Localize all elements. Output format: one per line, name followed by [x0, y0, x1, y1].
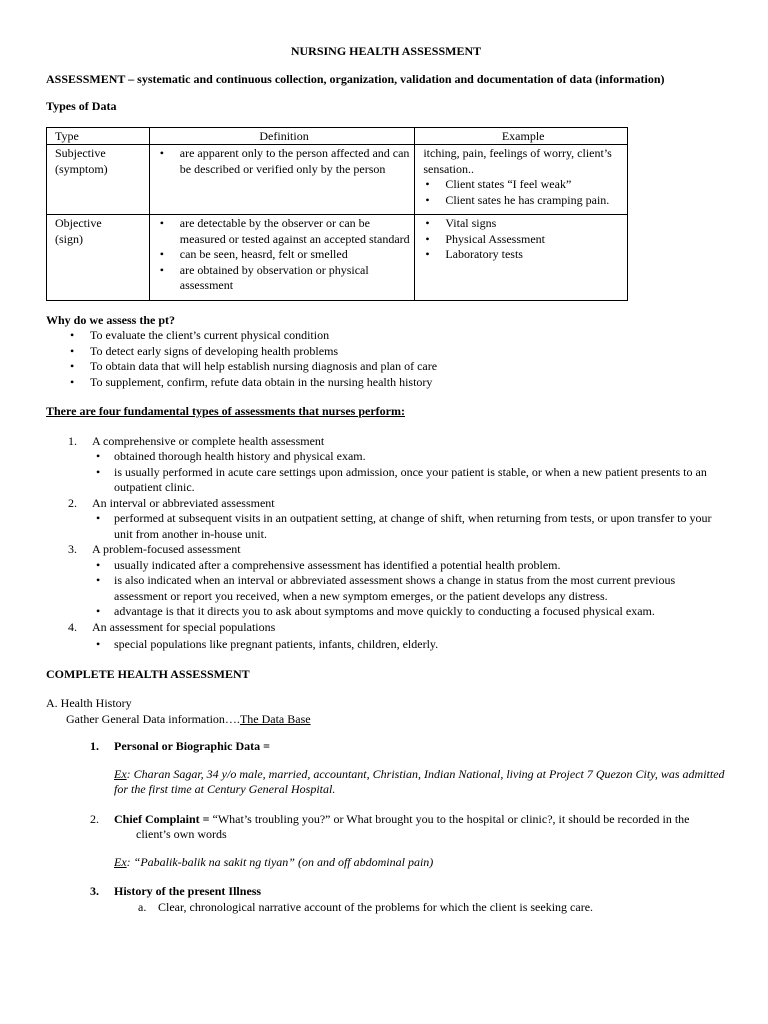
sub-item-a: [46, 900, 726, 916]
example-item: • Vital signs: [423, 216, 623, 232]
type-alias: (symptom): [55, 161, 108, 176]
types-of-data-heading: Types of Data: [46, 99, 117, 113]
why-item: • To supplement, confirm, refute data obtain in the nursing health history: [46, 375, 726, 391]
list-number: 1.: [68, 433, 77, 448]
example-item: • Client states “I feel weak”: [423, 177, 623, 193]
type-name: Objective: [55, 216, 102, 230]
list-bullet: • performed at subsequent visits in an outpatient setting, at change of shift, when returning from tests, or upon transfer to your unit from another in-house unit.: [92, 511, 726, 542]
definition-item: • are apparent only to the person affected and can be described or verified only by the person: [158, 146, 411, 177]
example-body: : Charan Sagar, 34 y/o male, married, accountant, Christian, Indian National, living at Project 7 Quezon City, was admitted for the first time at Century General Hospital.: [114, 766, 725, 796]
fundamental-types-list: [46, 434, 726, 653]
table-header-row: [47, 127, 628, 145]
list-item: [46, 542, 726, 620]
complete-assessment-heading: COMPLETE HEALTH ASSESSMENT: [46, 666, 250, 681]
definition-cell: [149, 215, 415, 301]
example-cell: [415, 145, 628, 215]
item-number: 1.: [90, 739, 99, 753]
table-header-type: Type: [47, 127, 150, 145]
fundamental-heading-wrap: [46, 404, 726, 420]
list-bullet: • obtained thorough health history and physical exam.: [92, 449, 726, 465]
item-number: 3.: [90, 884, 99, 898]
why-item: • To evaluate the client’s current physical condition: [46, 328, 726, 344]
table-row-subjective: [47, 145, 628, 215]
list-item: [46, 434, 726, 496]
example-item: • Physical Assessment: [423, 232, 623, 248]
definition-item: • are obtained by observation or physical assessment: [158, 263, 411, 294]
history-item-chief-complaint: [46, 812, 726, 843]
why-item: • To obtain data that will help establish nursing diagnosis and plan of care: [46, 359, 726, 375]
table-header-definition: Definition: [149, 127, 415, 145]
document-title: NURSING HEALTH ASSESSMENT: [290, 44, 482, 58]
history-item-personal: [46, 739, 726, 755]
definition-item: • are detectable by the observer or can be measured or tested against an accepted standard: [158, 216, 411, 247]
item-number: 2.: [90, 811, 99, 826]
example-label: Ex: [114, 766, 127, 781]
list-item-label: An assessment for special populations: [92, 619, 276, 634]
list-item: [46, 620, 726, 653]
why-item: • To detect early signs of developing health problems: [46, 344, 726, 360]
item-label: Personal or Biographic Data =: [114, 739, 270, 753]
example-body: : “Pabalik-balik na sakit ng tiyan” (on and off abdominal pain): [126, 854, 434, 869]
assessment-term: ASSESSMENT: [46, 71, 126, 86]
example-item: • Laboratory tests: [423, 247, 623, 263]
example-text: itching, pain, feelings of worry, client’s sensation..: [423, 146, 612, 176]
gather-line: [46, 712, 726, 728]
fundamental-heading: There are four fundamental types of assessments that nurses perform:: [46, 404, 405, 418]
item-label: History of the present Illness: [114, 884, 262, 898]
sub-item-letter: a.: [138, 899, 147, 914]
type-name: Subjective: [55, 146, 106, 160]
list-item-label: A problem-focused assessment: [92, 542, 241, 556]
list-number: 3.: [68, 542, 77, 556]
list-item-label: A comprehensive or complete health assessment: [92, 433, 325, 448]
list-item: [46, 496, 726, 543]
example-chief-complaint: [46, 855, 726, 871]
list-bullet: • advantage is that it directs you to ask about symptoms and move quickly to conducting a focused physical exam.: [92, 604, 726, 620]
example-personal: [46, 767, 726, 798]
why-assess-heading: Why do we assess the pt?: [46, 312, 176, 327]
example-label: Ex: [114, 854, 127, 869]
list-bullet: • is usually performed in acute care settings upon admission, once your patient is stable, or when a new patient presents to an outpatient clinic.: [92, 465, 726, 496]
health-history-label: A. Health History: [46, 696, 132, 710]
example-cell: [415, 215, 628, 301]
item-body: “What’s troubling you?” or What brought you to the hospital or clinic?, it should be recorded in the client’s own words: [136, 811, 690, 841]
type-cell: [47, 145, 150, 215]
type-alias: (sign): [55, 231, 83, 246]
types-of-data-table: [46, 127, 628, 301]
type-cell: [47, 215, 150, 301]
why-assess-section: [46, 313, 726, 391]
document-page: [46, 44, 726, 915]
definition-cell: [149, 145, 415, 215]
item-label: Chief Complaint =: [114, 811, 210, 826]
gather-text: Gather General Data information….: [66, 711, 240, 726]
table-row-objective: [47, 215, 628, 301]
history-item-present-illness: [46, 884, 726, 900]
list-bullet: • special populations like pregnant patients, infants, children, elderly.: [92, 637, 726, 653]
assessment-definition: [46, 72, 726, 88]
assessment-definition-text: – systematic and continuous collection, organization, validation and documentation of data (information): [125, 71, 665, 86]
example-item: • Client sates he has cramping pain.: [423, 193, 623, 209]
list-item-label: An interval or abbreviated assessment: [92, 495, 275, 510]
list-number: 2.: [68, 495, 77, 510]
sub-item-text: Clear, chronological narrative account of the problems for which the client is seeking care.: [158, 899, 594, 914]
definition-item: • can be seen, heasrd, felt or smelled: [158, 247, 411, 263]
list-bullet: • usually indicated after a comprehensive assessment has identified a potential health problem.: [92, 558, 726, 574]
list-bullet: • is also indicated when an interval or abbreviated assessment shows a change in status from the most current previous assessment or report you received, when a new symptom emerges, or the patient develops any distress.: [92, 573, 726, 604]
database-text: The Data Base: [239, 711, 311, 726]
list-number: 4.: [68, 619, 77, 634]
table-header-example: Example: [415, 127, 628, 145]
